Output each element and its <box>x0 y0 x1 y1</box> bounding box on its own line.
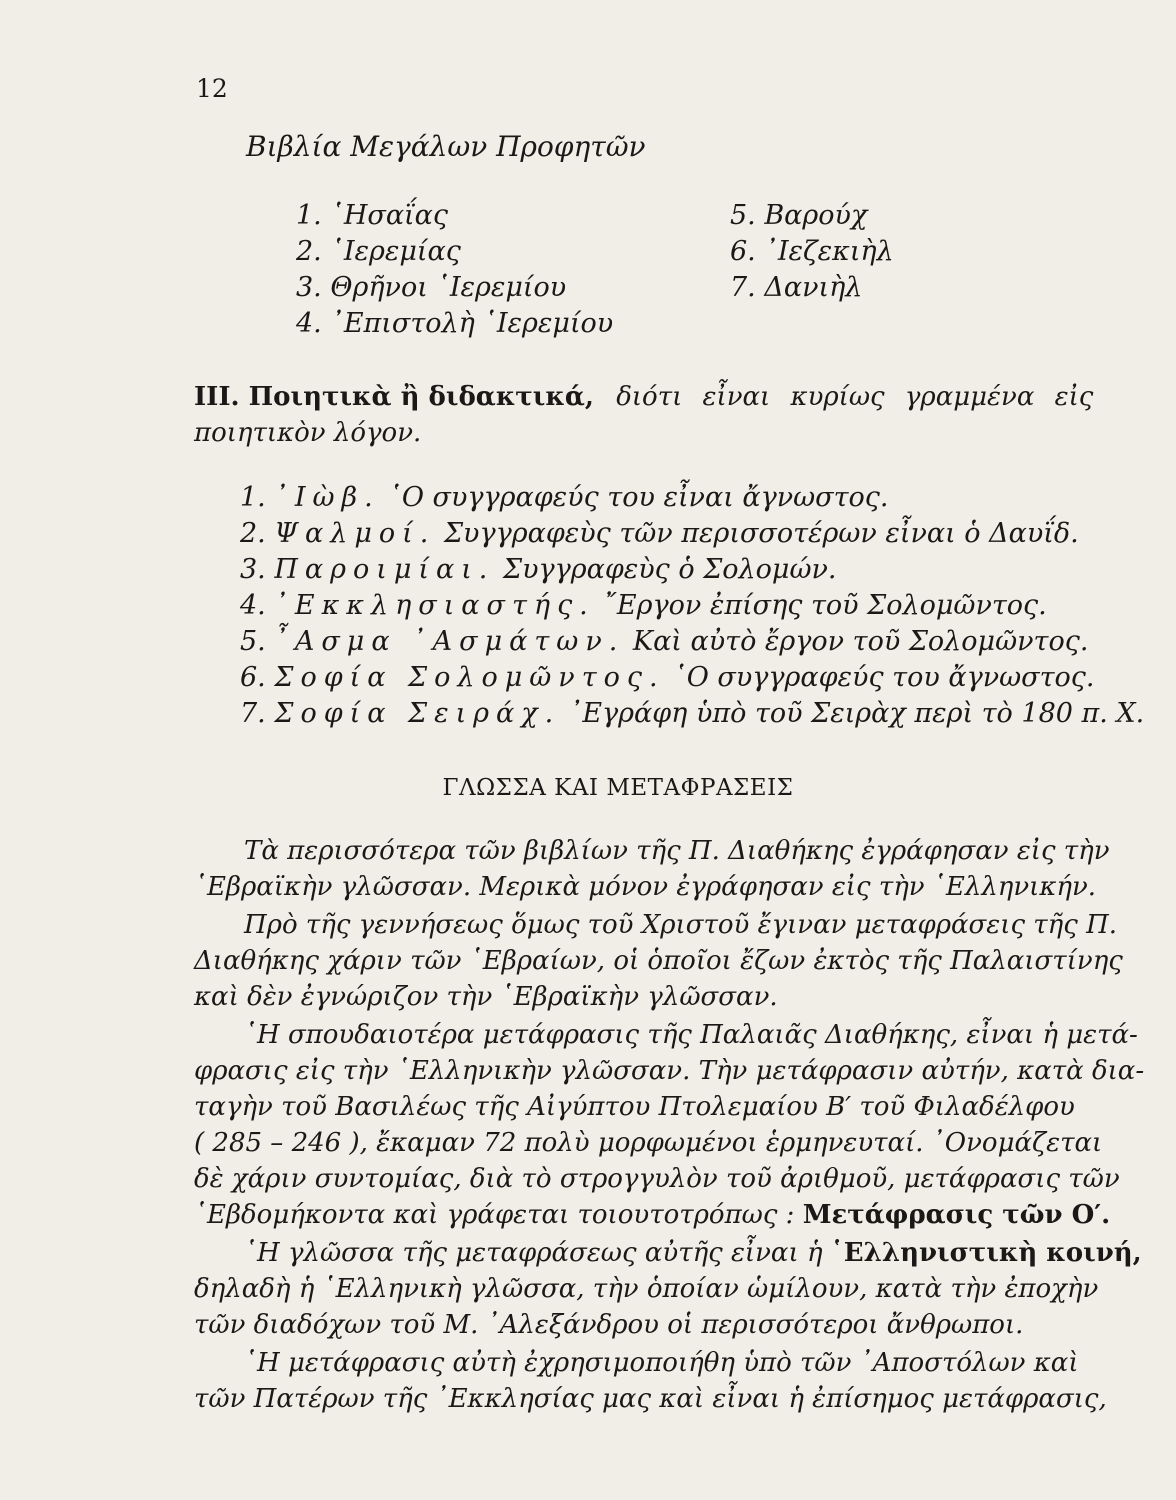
poetic-book-number: 7. <box>240 698 266 729</box>
poetic-book-number: 4. <box>240 590 266 621</box>
body-text: ῾Εβδομήκοντα καὶ γράφεται τοιουτοτρόπως : <box>194 1200 795 1230</box>
prophet-item: 3. Θρῆνοι ῾Ιερεμίου <box>296 272 567 303</box>
poetic-book-row <box>240 518 1079 549</box>
poetic-book-desc: Συγγραφεὺς ὁ Σολομών. <box>502 554 837 585</box>
prophet-item: 4. ᾿Επιστολὴ ῾Ιερεμίου <box>296 308 614 339</box>
septuagint-title: Μετάφρασις τῶν Ο′. <box>802 1200 1111 1230</box>
section-iii-bold: III. Ποιητικὰ ἢ διδακτικά, <box>194 382 594 412</box>
poetic-book-row <box>240 554 837 585</box>
body-line <box>244 1238 1142 1268</box>
poetic-book-desc: ᾿Εγράφη ὑπὸ τοῦ Σειρὰχ περὶ τὸ 180 π. Χ. <box>568 698 1145 729</box>
body-line: Διαθήκης χάριν τῶν ῾Εβραίων, οἱ ὁποῖοι ἔζων ἐκτὸς τῆς Παλαιστίνης <box>194 946 1123 976</box>
poetic-book-number: 5. <box>240 626 266 657</box>
koine-term: ῾Ελληνιστικὴ κοινή, <box>830 1238 1142 1268</box>
body-line: ( 285 – 246 ), ἔκαμαν 72 πολὺ μορφωμένοι ἑρμηνευταί. ᾿Ονομάζεται <box>194 1128 1103 1158</box>
page-number: 12 <box>196 74 228 103</box>
prophet-item: 7. Δανιὴλ <box>730 272 863 303</box>
prophet-item: 5. Βαρούχ <box>730 200 868 231</box>
body-line: φρασις εἰς τὴν ῾Ελληνικὴν γλῶσσαν. Τὴν μετάφρασιν αὐτήν, κατὰ δια- <box>194 1056 1145 1086</box>
poetic-book-number: 1. <box>240 482 266 513</box>
prophet-item: 6. ᾿Ιεζεκιὴλ <box>730 236 894 267</box>
poetic-book-name: ῏Ασμα ᾿Ασμάτων. <box>274 626 625 657</box>
major-prophets-heading: Βιβλία Μεγάλων Προφητῶν <box>246 130 646 163</box>
body-line: Πρὸ τῆς γεννήσεως ὅμως τοῦ Χριστοῦ ἔγιναν μεταφράσεις τῆς Π. <box>244 910 1118 940</box>
poetic-book-name: Παροιμίαι. <box>274 554 495 585</box>
poetic-book-desc: ῎Εργον ἐπίσης τοῦ Σολομῶντος. <box>603 590 1047 621</box>
poetic-book-row <box>240 482 889 513</box>
poetic-book-name: Σοφία Σολομῶντος. <box>274 662 665 693</box>
body-line: Τὰ περισσότερα τῶν βιβλίων τῆς Π. Διαθήκης ἐγράφησαν εἰς τὴν <box>244 836 1110 866</box>
poetic-book-number: 3. <box>240 554 266 585</box>
poetic-book-row <box>240 662 1094 693</box>
body-line: ῾Η σπουδαιοτέρα μετάφρασις τῆς Παλαιᾶς Διαθήκης, εἶναι ἡ μετά- <box>244 1020 1138 1050</box>
poetic-book-desc: ῾Ο συγγραφεύς του εἶναι ἄγνωστος. <box>388 482 889 513</box>
poetic-book-desc: Συγγραφεὺς τῶν περισσοτέρων εἶναι ὁ Δαυΐδ. <box>443 518 1079 549</box>
language-heading: ΓΛΩΣΣΑ ΚΑΙ ΜΕΤΑΦΡΑΣΕΙΣ <box>442 775 794 801</box>
poetic-book-name: ᾿Εκκλησιαστής. <box>274 590 595 621</box>
poetic-book-name: Ψαλμοί. <box>274 518 436 549</box>
body-text: ῾Η γλῶσσα τῆς μεταφράσεως αὐτῆς εἶναι ἡ <box>244 1238 823 1268</box>
body-line: ῾Η μετάφρασις αὐτὴ ἐχρησιμοποιήθη ὑπὸ τῶν ᾿Αποστόλων καὶ <box>244 1348 1079 1378</box>
body-line: ταγὴν τοῦ Βασιλέως τῆς Αἰγύπτου Πτολεμαίου Β′ τοῦ Φιλαδέλφου <box>194 1092 1075 1122</box>
body-line: δὲ χάριν συντομίας, διὰ τὸ στρογγυλὸν τοῦ ἀριθμοῦ, μετάφρασις τῶν <box>194 1164 1120 1194</box>
poetic-book-desc: Καὶ αὐτὸ ἔργον τοῦ Σολομῶντος. <box>632 626 1089 657</box>
poetic-book-desc: ῾Ο συγγραφεύς του ἄγνωστος. <box>673 662 1095 693</box>
body-line <box>194 1200 1110 1230</box>
prophet-item: 1. ῾Ησαΐας <box>296 200 448 231</box>
poetic-book-number: 2. <box>240 518 266 549</box>
body-line: δηλαδὴ ἡ ῾Ελληνικὴ γλῶσσα, τὴν ὁποίαν ὡμίλουν, κατὰ τὴν ἐποχὴν <box>194 1274 1099 1304</box>
prophet-item: 2. ῾Ιερεμίας <box>296 236 461 267</box>
poetic-book-name: Σοφία Σειράχ. <box>274 698 561 729</box>
poetic-book-row <box>240 626 1088 657</box>
poetic-book-number: 6. <box>240 662 266 693</box>
body-line: τῶν Πατέρων τῆς ᾿Εκκλησίας μας καὶ εἶναι ἡ ἐπίσημος μετάφρασις, <box>194 1384 1107 1414</box>
section-iii-line-1 <box>194 382 1093 412</box>
body-line: ῾Εβραϊκὴν γλῶσσαν. Μερικὰ μόνον ἐγράφησαν εἰς τὴν ῾Ελληνικήν. <box>194 872 1097 902</box>
poetic-book-row <box>240 698 1144 729</box>
body-line: τῶν διαδόχων τοῦ Μ. ᾿Αλεξάνδρου οἱ περισσότεροι ἄνθρωποι. <box>194 1310 1024 1340</box>
poetic-book-row <box>240 590 1047 621</box>
body-line: καὶ δὲν ἐγνώριζον τὴν ῾Εβραϊκὴν γλῶσσαν. <box>194 982 778 1012</box>
section-iii-line-2: ποιητικὸν λόγον. <box>194 418 422 448</box>
section-iii-rest: διότι εἶναι κυρίως γραμμένα εἰς <box>616 382 1094 412</box>
poetic-book-name: ᾿Ιὼβ. <box>274 482 380 513</box>
